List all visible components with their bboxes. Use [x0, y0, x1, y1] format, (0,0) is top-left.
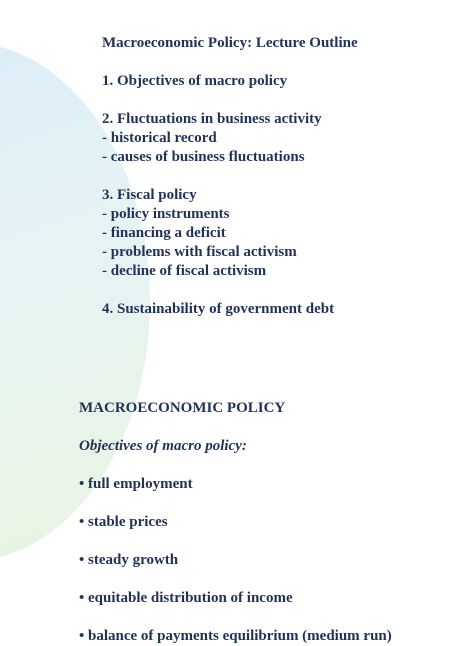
outline-item-1: 1. Objectives of macro policy — [102, 73, 288, 89]
outline-subitem: - causes of business fluctuations — [102, 149, 305, 165]
objective-bullet: • steady growth — [79, 552, 179, 568]
outline-item-3: 3. Fiscal policy — [102, 187, 197, 203]
outline-subitem: - problems with fiscal activism — [102, 244, 297, 260]
outline-title: Macroeconomic Policy: Lecture Outline — [102, 35, 358, 51]
outline-subitem: - historical record — [102, 130, 217, 146]
objective-bullet: • balance of payments equilibrium (medium run) — [79, 628, 392, 644]
objective-bullet: • equitable distribution of income — [79, 590, 293, 606]
outline-subitem: - financing a deficit — [102, 225, 226, 241]
objective-bullet: • stable prices — [79, 514, 168, 530]
objectives-slide — [0, 356, 474, 644]
outline-item-2: 2. Fluctuations in business activity — [102, 111, 322, 127]
objective-bullet: • full employment — [79, 476, 193, 492]
slide-subheading: Objectives of macro policy: — [79, 438, 247, 454]
outline-item-4: 4. Sustainability of government debt — [102, 301, 335, 317]
slide-heading: MACROECONOMIC POLICY — [79, 400, 286, 416]
outline-subitem: - decline of fiscal activism — [102, 263, 267, 279]
outline-subitem: - policy instruments — [102, 206, 230, 222]
